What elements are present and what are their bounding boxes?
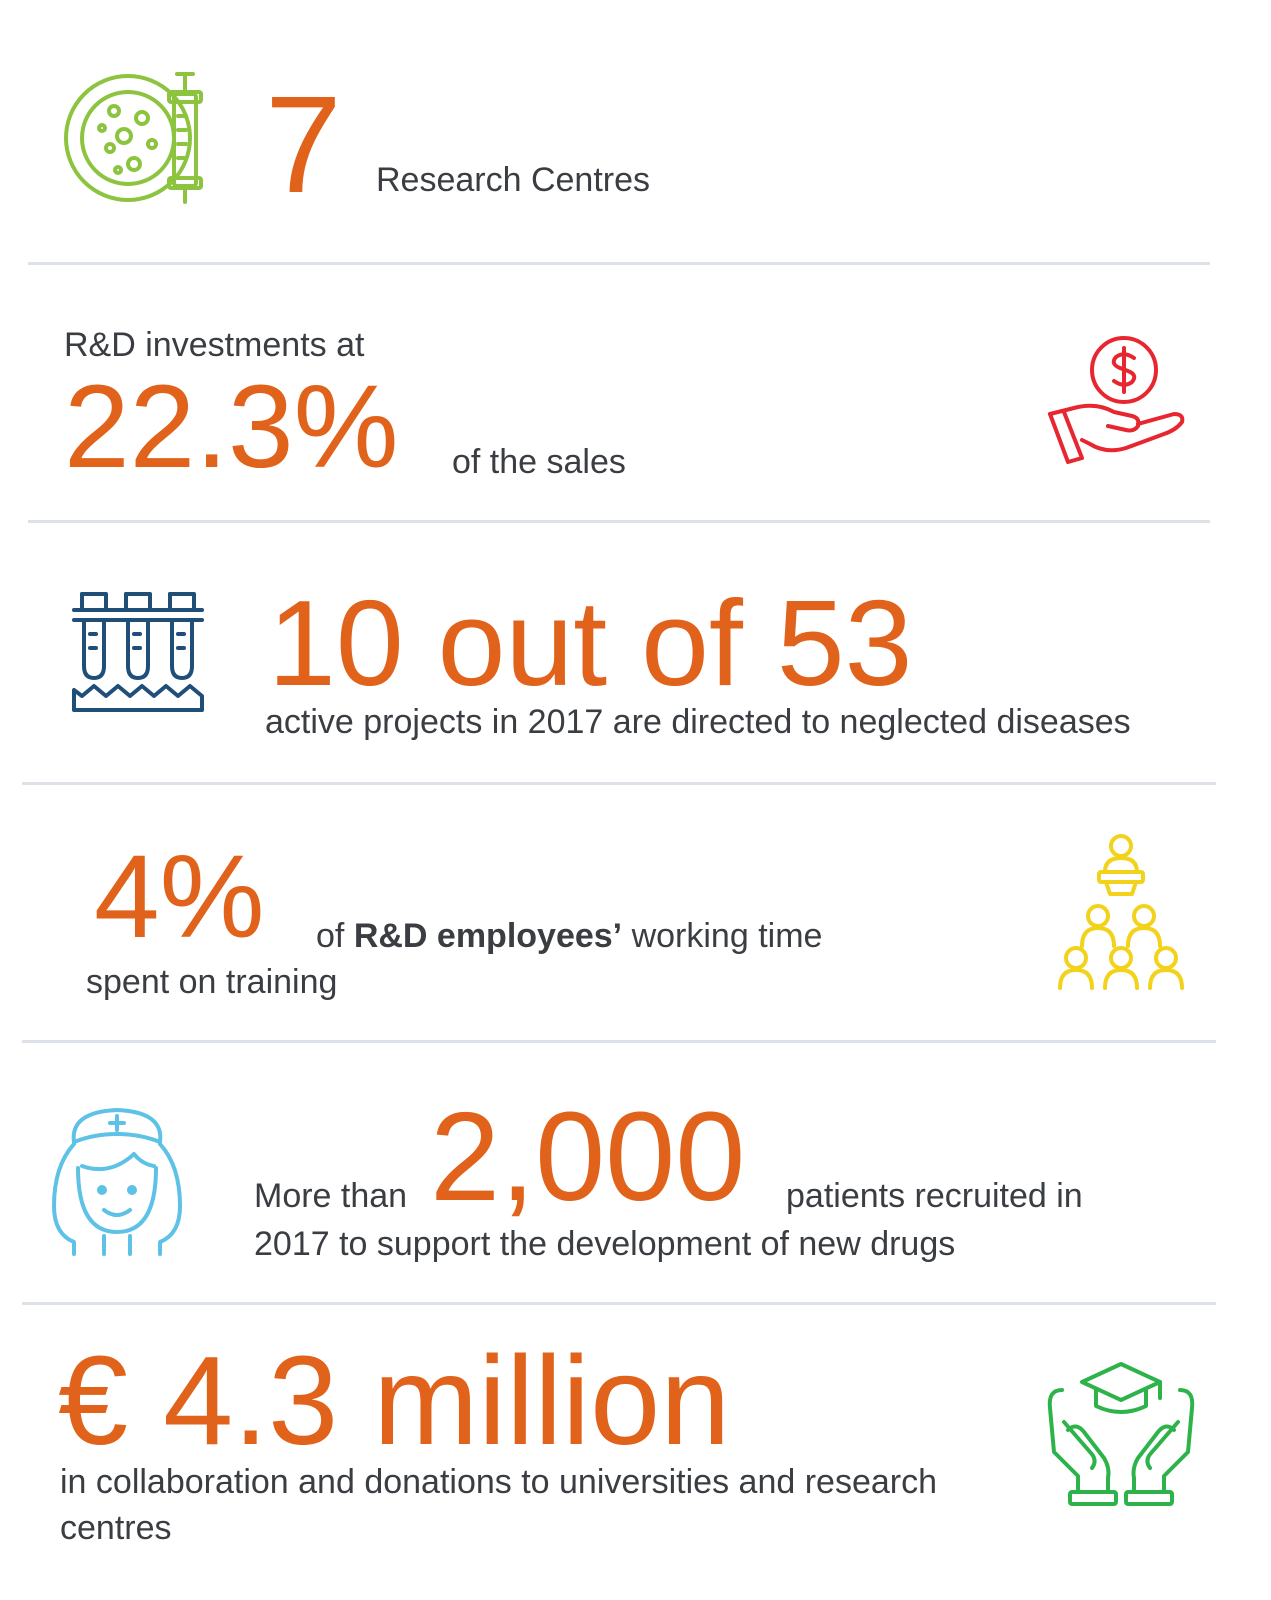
stat-label-rd-investments: of the sales: [452, 443, 626, 481]
divider: [22, 1302, 1216, 1305]
stat-prefix-rd-investments: R&D investments at: [64, 326, 365, 364]
divider: [28, 262, 1210, 265]
petri-dish-syringe-icon: [62, 66, 222, 211]
stat-label-donations-line2: centres: [60, 1509, 172, 1547]
stat-label-training-time: [316, 916, 822, 957]
training-audience-icon: [1056, 832, 1186, 994]
stat-value-patients: 2,000: [430, 1086, 746, 1227]
stat-value-donations: € 4.3 million: [58, 1330, 731, 1471]
test-tubes-icon: [70, 590, 206, 716]
nurse-icon: [50, 1106, 184, 1258]
divider: [22, 1040, 1216, 1043]
stat-value-neglected-projects: 10 out of 53: [268, 575, 913, 711]
label-working-time: working time: [631, 917, 823, 955]
hands-graduation-cap-icon: [1042, 1360, 1200, 1508]
label-of: of: [316, 917, 345, 955]
stat-prefix-patients: More than: [254, 1177, 408, 1215]
stat-label-patients: patients recruited in: [786, 1177, 1083, 1215]
stat-value-research-centres: 7: [265, 68, 342, 222]
stat-value-rd-investments: 22.3%: [64, 361, 399, 493]
stat-label-research-centres: Research Centres: [376, 161, 651, 199]
divider: [28, 520, 1210, 523]
stat-value-training-time: 4%: [94, 831, 265, 963]
label-rd-employees: R&D employees’: [353, 917, 623, 955]
stat-label-training-line2: spent on training: [86, 963, 338, 1001]
stat-label-patients-line2: 2017 to support the development of new drugs: [254, 1225, 956, 1263]
divider: [22, 782, 1216, 785]
stat-label-donations: in collaboration and donations to universities and research: [60, 1463, 937, 1501]
hand-dollar-icon: [1046, 336, 1188, 468]
stat-label-neglected-projects: active projects in 2017 are directed to neglected diseases: [265, 703, 1131, 741]
